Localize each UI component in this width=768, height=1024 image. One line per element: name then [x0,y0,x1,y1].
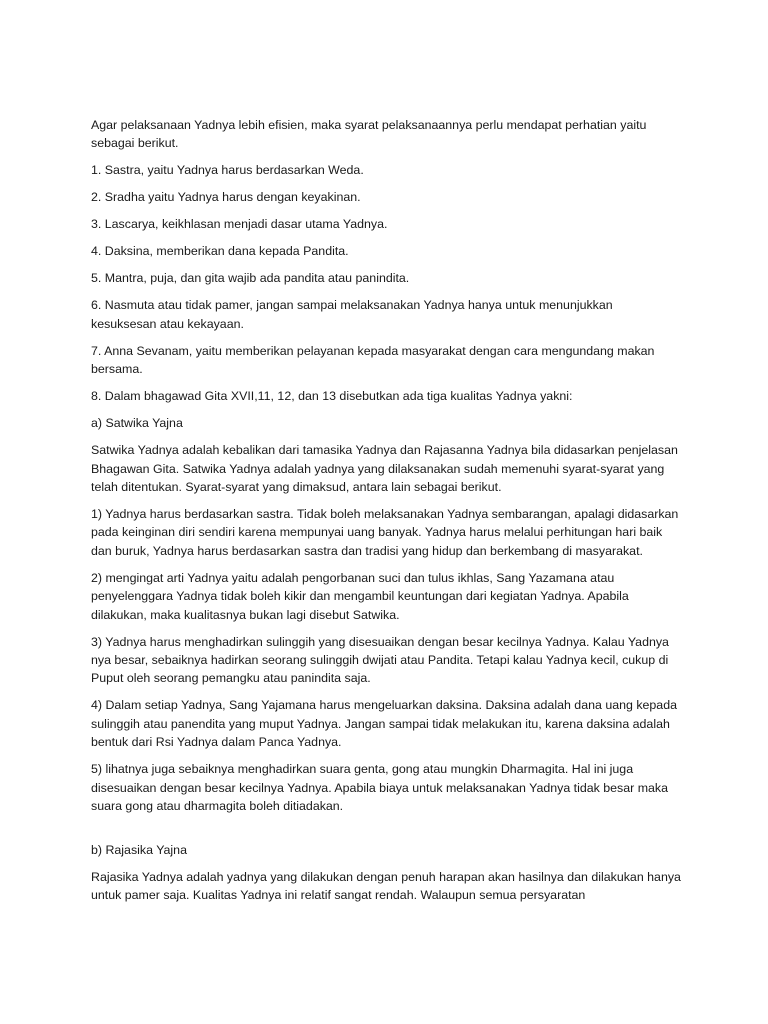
section-heading-satwika: a) Satwika Yajna [91,416,183,431]
paragraph-satwika: Satwika Yadnya adalah kebalikan dari tamasika Yadnya dan Rajasanna Yadnya bila didasarkan penjelasan Bhagawan Gita. Satwika Yadnya adalah yadnya yang dilaksanakan sudah memenuhi syarat-syarat yang telah ditentukan. Syarat-syarat yang dimaksud, antara lain sebagai berikut. [91,443,678,495]
satwika-item-3: 3) Yadnya harus menghadirkan sulinggih yang disesuaikan dengan besar kecilnya Yadnya. Kalau Yadnya nya besar, sebaiknya hadirkan seorang sulinggih dwijati atau Pandita. Tetapi kalau Yadnya kecil, cukup di Puput oleh seorang pemangku atau panindita saja. [91,634,669,686]
list-item-2: 2. Sradha yaitu Yadnya harus dengan keyakinan. [91,190,361,205]
list-item-1: 1. Sastra, yaitu Yadnya harus berdasarkan Weda. [91,163,364,178]
satwika-item-1: 1) Yadnya harus berdasarkan sastra. Tidak boleh melaksanakan Yadnya sembarangan, apalagi didasarkan pada keinginan diri sendiri karena mempunyai uang banyak. Yadnya harus melalui perhitungan hari baik dan buruk, Yadnya harus berdasarkan sastra dan tradisi yang hidup dan berkembang di masyarakat. [91,507,679,558]
satwika-item-2: 2) mengingat arti Yadnya yaitu adalah pengorbanan suci dan tulus ikhlas, Sang Yazamana atau penyelenggara Yadnya tidak boleh kikir dan mengambil keuntungan dari kegiatan Yadnya. Apabila dilakukan, maka kualitasnya bukan lagi disebut Satwika. [91,570,629,622]
list-item-6: 6. Nasmuta atau tidak pamer, jangan sampai melaksanakan Yadnya hanya untuk menunjukkan kesuksesan atau kekayaan. [91,298,613,331]
paragraph-rajasika: Rajasika Yadnya adalah yadnya yang dilakukan dengan penuh harapan akan hasilnya dan dilakukan hanya untuk pamer saja. Kualitas Yadnya ini relatif sangat rendah. Walaupun semua persyaratan [91,869,681,902]
list-item-7: 7. Anna Sevanam, yaitu memberikan pelayanan kepada masyarakat dengan cara mengundang makan bersama. [91,343,655,377]
list-item-5: 5. Mantra, puja, dan gita wajib ada pandita atau panindita. [91,271,410,286]
document-page [91,116,681,913]
list-item-8: 8. Dalam bhagawad Gita XVII,11, 12, dan 13 disebutkan ada tiga kualitas Yadnya yakni: [91,389,573,404]
section-heading-rajasika: b) Rajasika Yajna [91,842,187,857]
list-item-3: 3. Lascarya, keikhlasan menjadi dasar utama Yadnya. [91,217,388,232]
satwika-item-5: 5) lihatnya juga sebaiknya menghadirkan suara genta, gong atau mungkin Dharmagita. Hal ini juga disesuaikan dengan besar kecilnya Yadnya. Apabila biaya untuk melaksanakan Yadnya tidak besar maka suara gong atau dharmagita boleh ditiadakan. [91,762,669,814]
paragraph-intro: Agar pelaksanaan Yadnya lebih efisien, maka syarat pelaksanaannya perlu mendapat perhatian yaitu sebagai berikut. [91,118,647,151]
satwika-item-4: 4) Dalam setiap Yadnya, Sang Yajamana harus mengeluarkan daksina. Daksina adalah dana uang kepada sulinggih atau panendita yang muput Yadnya. Jangan sampai tidak melakukan itu, karena daksina adalah bentuk dari Rsi Yadnya dalam Panca Yadnya. [91,698,677,750]
list-item-4: 4. Daksina, memberikan dana kepada Pandita. [91,244,349,259]
